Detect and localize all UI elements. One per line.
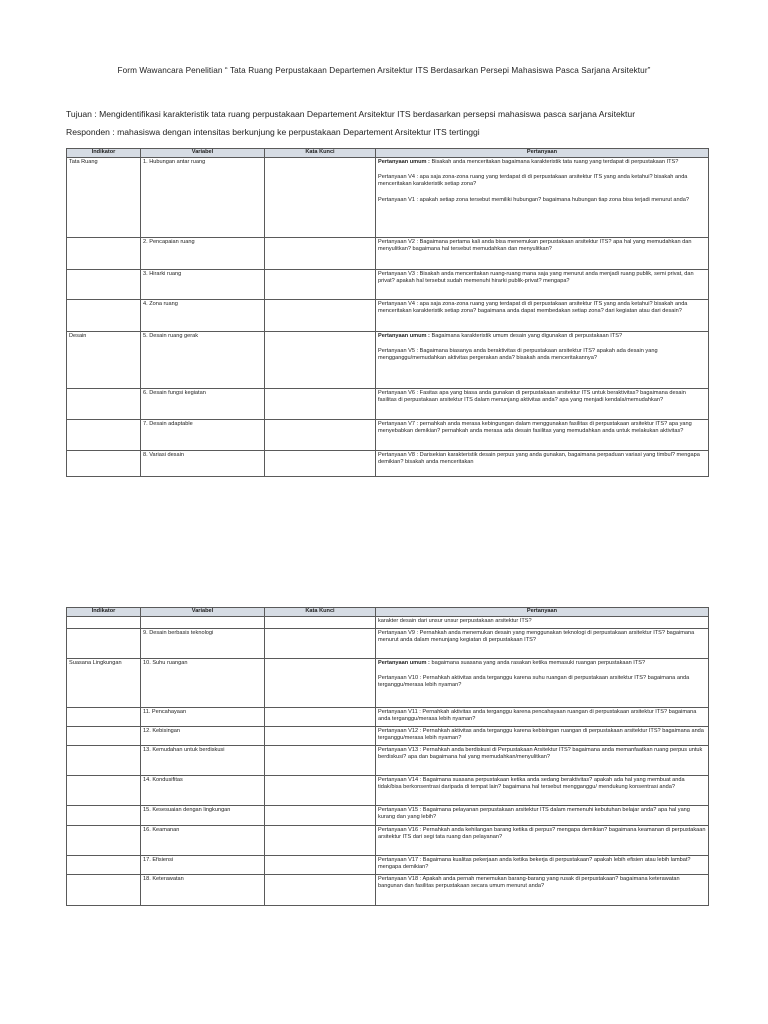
variabel-cell: 10. Suhu ruangan bbox=[141, 658, 265, 707]
table-row bbox=[67, 726, 709, 745]
document-title: Form Wawancara Penelitian “ Tata Ruang Perpustakaan Departemen Arsitektur ITS Berdasarkan Persepi Mahasiswa Pasca Sarjana Arsitektur” bbox=[117, 66, 651, 75]
indikator-cell bbox=[67, 237, 141, 269]
table-row bbox=[67, 269, 709, 299]
question-text: Pertanyaan V11 : Pernahkah aktivitas anda terganggu karena pencahayaan ruangan di perpustakaan arsitektur ITS? bagaimana anda terganggu/merasa lebih nyaman? bbox=[378, 708, 697, 723]
kata-kunci-cell bbox=[265, 628, 376, 658]
pertanyaan-cell bbox=[376, 825, 709, 855]
question-lead: Pertanyaan umum : bbox=[378, 332, 430, 339]
question-text: Pertanyaan V5 : Bagaimana biasanya anda beraktivitas di perpustakaan arsitektur ITS? apakah ada desain yang mengganggu/memudahkan aktivitas pergerakan anda? bisakah anda menceritakannya? bbox=[378, 347, 658, 362]
table-row bbox=[67, 745, 709, 775]
pertanyaan-cell bbox=[376, 745, 709, 775]
variabel-cell: 7. Desain adaptable bbox=[141, 419, 265, 450]
question-lead: Pertanyaan umum : bbox=[378, 158, 430, 165]
header-indikator: Indikator bbox=[67, 149, 141, 158]
table-header-row bbox=[67, 608, 709, 617]
pertanyaan-cell bbox=[376, 419, 709, 450]
indikator-cell bbox=[67, 825, 141, 855]
kata-kunci-cell bbox=[265, 805, 376, 825]
interview-table-page-1 bbox=[66, 148, 709, 477]
table-row bbox=[67, 805, 709, 825]
table-row bbox=[67, 825, 709, 855]
indikator-cell bbox=[67, 419, 141, 450]
variabel-cell: 15. Kesesuaian dengan lingkungan bbox=[141, 805, 265, 825]
variabel-cell: 11. Pencahayaan bbox=[141, 707, 265, 726]
pertanyaan-cell bbox=[376, 805, 709, 825]
indikator-cell bbox=[67, 707, 141, 726]
variabel-cell: 9. Desain berbasis teknologi bbox=[141, 628, 265, 658]
indikator-cell bbox=[67, 269, 141, 299]
variabel-cell bbox=[141, 616, 265, 628]
table-row bbox=[67, 874, 709, 905]
pertanyaan-cell bbox=[376, 726, 709, 745]
question-text: Pertanyaan V7 : pernahkah anda merasa kebingungan dalam menggunakan fasilitas di perpustakaan arsitektur ITS? apa yang menyebabkan demikian? pernahkah anda merasa ada desain fasilitas yang memudahkan anda untuk melakukan aktivitas? bbox=[378, 420, 692, 435]
question-text: Pertanyaan V16 : Pernahkah anda kehilangan barang ketika di perpus? mengapa demikian? bagaimana keamanan di perpustakaan arsitektur ITS dari segi tata ruang dan pelayanan? bbox=[378, 826, 706, 841]
header-variabel: Variabel bbox=[141, 149, 265, 158]
indikator-cell bbox=[67, 805, 141, 825]
indikator-cell bbox=[67, 745, 141, 775]
question-text: Pertanyaan V12 : Pernahkah aktivitas anda terganggu karena kebisingan ruangan di perpustakaan arsitektur ITS? bagaimana anda terganggu/merasa lebih nyaman? bbox=[378, 727, 704, 742]
question-text: karakter desain dari unsur unsur perpustakaan arsitektur ITS? bbox=[378, 617, 532, 624]
question-text: Pertanyaan V13 : Pernahkah anda berdiskusi di Perpustakaan Arsitektur ITS? bagaimana anda memanfaatkan ruang perpus untuk berdiskusi? apa dan bagaimana hal yang memudahkan/menyulitkan? bbox=[378, 746, 703, 761]
kata-kunci-cell bbox=[265, 450, 376, 476]
pertanyaan-cell bbox=[376, 658, 709, 707]
question-text: Pertanyaan V4 : apa saja zona-zona ruang yang terdapat di di perpustakaan arsitektur ITS yang anda ketahui? bisakah anda menceritakan karakteristik setiap zona? bbox=[378, 173, 688, 188]
question-text: Pertanyaan V2 : Bagaimana pertama kali anda bisa menemukan perpustakaan arsitektur ITS? apa hal yang memudahkan dan menyulitkan? bagaimana hal tersebut memudahkan dan menyulitkan? bbox=[378, 238, 692, 253]
variabel-cell: 16. Keamanan bbox=[141, 825, 265, 855]
question-text: Pertanyaan V15 : Bagaimana pelayanan perpustakaan arsitektur ITS dalam memenuhi kebutuhan belajar anda? apa hal yang kurang dan yang lebih? bbox=[378, 806, 690, 821]
pertanyaan-cell bbox=[376, 237, 709, 269]
pertanyaan-cell bbox=[376, 269, 709, 299]
pertanyaan-cell bbox=[376, 707, 709, 726]
respondent-text: Responden : mahasiswa dengan intensitas berkunjung ke perpustakaan Departement Arsitektur ITS tertinggi bbox=[66, 127, 480, 137]
kata-kunci-cell bbox=[265, 658, 376, 707]
indikator-cell bbox=[67, 874, 141, 905]
variabel-cell: 12. Kebisingan bbox=[141, 726, 265, 745]
indikator-cell: Desain bbox=[67, 331, 141, 388]
indikator-cell bbox=[67, 775, 141, 805]
table-row bbox=[67, 658, 709, 707]
question-text: Bagaimana karakteristik umum desain yang digunakan di perpustakaan ITS? bbox=[429, 332, 623, 339]
kata-kunci-cell bbox=[265, 855, 376, 874]
kata-kunci-cell bbox=[265, 874, 376, 905]
pertanyaan-cell bbox=[376, 331, 709, 388]
interview-table-page-2 bbox=[66, 607, 709, 906]
question-text: Pertanyaan V10 : Pernahkah aktivitas anda terganggu karena suhu ruangan di perpustakaan arsitektur ITS? bagaimana anda terganggu/merasa lebih nyaman? bbox=[378, 674, 690, 689]
question-text: Pertanyaan V1 : apakah setiap zona tersebut memiliki hubungan? bagaimana hubungan tiap zona bisa terjadi menurut anda? bbox=[378, 196, 689, 203]
header-pertanyaan: Pertanyaan bbox=[376, 608, 709, 617]
variabel-cell: 18. Keterawatan bbox=[141, 874, 265, 905]
question-text: Pertanyaan V8 : Darisekian karakteristik desain perpus yang anda gunakan, bagaimana perpaduan variasi yang timbul? mengapa demikian? bisakah anda menceritakan bbox=[378, 451, 700, 466]
indikator-cell bbox=[67, 855, 141, 874]
question-lead: Pertanyaan umum : bbox=[378, 659, 430, 666]
header-indikator: Indikator bbox=[67, 608, 141, 617]
question-text: Pertanyaan V14 : Bagaimana suasana perpustakaan ketika anda sedang beraktivitas? apakah ada hal yang membuat anda tidak/bisa berkonsentrasi daripada di tempat lain? bagaimana hal tersebut mengganggu/ mendukung konsentrasi anda? bbox=[378, 776, 685, 791]
indikator-cell: Tata Ruang bbox=[67, 157, 141, 237]
indikator-cell: Suasana Lingkungan bbox=[67, 658, 141, 707]
pertanyaan-cell bbox=[376, 855, 709, 874]
pertanyaan-cell bbox=[376, 628, 709, 658]
kata-kunci-cell bbox=[265, 745, 376, 775]
header-kata-kunci: Kata Kunci bbox=[265, 149, 376, 158]
header-variabel: Variabel bbox=[141, 608, 265, 617]
question-text: Bisakah anda menceritakan bagaimana karakteristik tata ruang yang terdapat di perpustakaan ITS? bbox=[429, 158, 679, 165]
kata-kunci-cell bbox=[265, 157, 376, 237]
pertanyaan-cell bbox=[376, 450, 709, 476]
question-text: Pertanyaan V6 : Fasitas apa yang biasa anda gunakan di perpustakaan arsitektur ITS untuk beraktivitas? bagaimana desain fasilitas di perpustakaan arsitektur ITS dalam menunjang aktivitas anda? apa yang menjadi kendala/memudahkan? bbox=[378, 389, 686, 404]
question-text: Pertanyaan V17 : Bagaimana kualitas pekerjaan anda ketika bekerja di perpustakaan? apakah lebih efisien atau lebih lambat? mengapa demikian? bbox=[378, 856, 691, 871]
variabel-cell: 13. Kemudahan untuk berdiskusi bbox=[141, 745, 265, 775]
question-text: Pertanyaan V18 : Apakah anda pernah menemukan barang-barang yang rusak di perpustakaan? bagaimana keterawatan bangunan dan fasilitas perpustakaan secara umum menurut anda? bbox=[378, 875, 680, 890]
kata-kunci-cell bbox=[265, 726, 376, 745]
variabel-cell: 17. Efisiensi bbox=[141, 855, 265, 874]
question-text: Pertanyaan V3 : Bisakah anda menceritakan ruang-ruang mana saja yang menurut anda menjadi ruang publik, semi privat, dan privat? apakah hal tersebut sudah memenuhi hirarki publik-privat? mengapa? bbox=[378, 270, 694, 285]
pertanyaan-cell bbox=[376, 616, 709, 628]
pertanyaan-cell bbox=[376, 388, 709, 419]
kata-kunci-cell bbox=[265, 419, 376, 450]
table-row bbox=[67, 775, 709, 805]
table-header-row bbox=[67, 149, 709, 158]
pertanyaan-cell bbox=[376, 157, 709, 237]
kata-kunci-cell bbox=[265, 707, 376, 726]
table-row bbox=[67, 616, 709, 628]
table-row bbox=[67, 237, 709, 269]
variabel-cell: 1. Hubungan antar ruang bbox=[141, 157, 265, 237]
kata-kunci-cell bbox=[265, 616, 376, 628]
table-row bbox=[67, 450, 709, 476]
variabel-cell: 5. Desain ruang gerak bbox=[141, 331, 265, 388]
table-row bbox=[67, 419, 709, 450]
table-row bbox=[67, 707, 709, 726]
indikator-cell bbox=[67, 299, 141, 331]
indikator-cell bbox=[67, 388, 141, 419]
pertanyaan-cell bbox=[376, 299, 709, 331]
kata-kunci-cell bbox=[265, 388, 376, 419]
kata-kunci-cell bbox=[265, 775, 376, 805]
kata-kunci-cell bbox=[265, 299, 376, 331]
purpose-text: Tujuan : Mengidentifikasi karakteristik tata ruang perpustakaan Departement Arsitektur ITS berdasarkan persepsi mahasiswa pasca sarjana Arsitektur bbox=[66, 109, 636, 119]
kata-kunci-cell bbox=[265, 237, 376, 269]
variabel-cell: 14. Kondusifitas bbox=[141, 775, 265, 805]
question-text: Pertanyaan V4 : apa saja zona-zona ruang yang terdapat di di perpustakaan arsitektur ITS yang anda ketahui? bisakah anda menceritakan karakteristik setiap zona? bagaimana anda dapat membedakan setiap zona? dari kegiatan atau dari desain? bbox=[378, 300, 688, 315]
table-row bbox=[67, 331, 709, 388]
variabel-cell: 6. Desain fungsi kegiatan bbox=[141, 388, 265, 419]
question-text: Pertanyaan V9 : Pernahkah anda menemukan desain yang menggunakan teknologi di perpustakaan arsitektur ITS? bagaimana menurut anda dalam menunjang kegiatan di perpustakaan ITS? bbox=[378, 629, 695, 644]
kata-kunci-cell bbox=[265, 331, 376, 388]
header-pertanyaan: Pertanyaan bbox=[376, 149, 709, 158]
kata-kunci-cell bbox=[265, 825, 376, 855]
header-kata-kunci: Kata Kunci bbox=[265, 608, 376, 617]
table-row bbox=[67, 855, 709, 874]
indikator-cell bbox=[67, 616, 141, 628]
variabel-cell: 8. Variasi desain bbox=[141, 450, 265, 476]
table-row bbox=[67, 628, 709, 658]
table-row bbox=[67, 299, 709, 331]
indikator-cell bbox=[67, 628, 141, 658]
table-row bbox=[67, 388, 709, 419]
variabel-cell: 2. Pencapaian ruang bbox=[141, 237, 265, 269]
indikator-cell bbox=[67, 726, 141, 745]
table-row bbox=[67, 157, 709, 237]
kata-kunci-cell bbox=[265, 269, 376, 299]
variabel-cell: 3. Hirarki ruang bbox=[141, 269, 265, 299]
pertanyaan-cell bbox=[376, 874, 709, 905]
question-text: bagaimana suasana yang anda rasakan ketika memasuki ruangan perpustakaan ITS? bbox=[429, 659, 646, 666]
indikator-cell bbox=[67, 450, 141, 476]
pertanyaan-cell bbox=[376, 775, 709, 805]
variabel-cell: 4. Zona ruang bbox=[141, 299, 265, 331]
